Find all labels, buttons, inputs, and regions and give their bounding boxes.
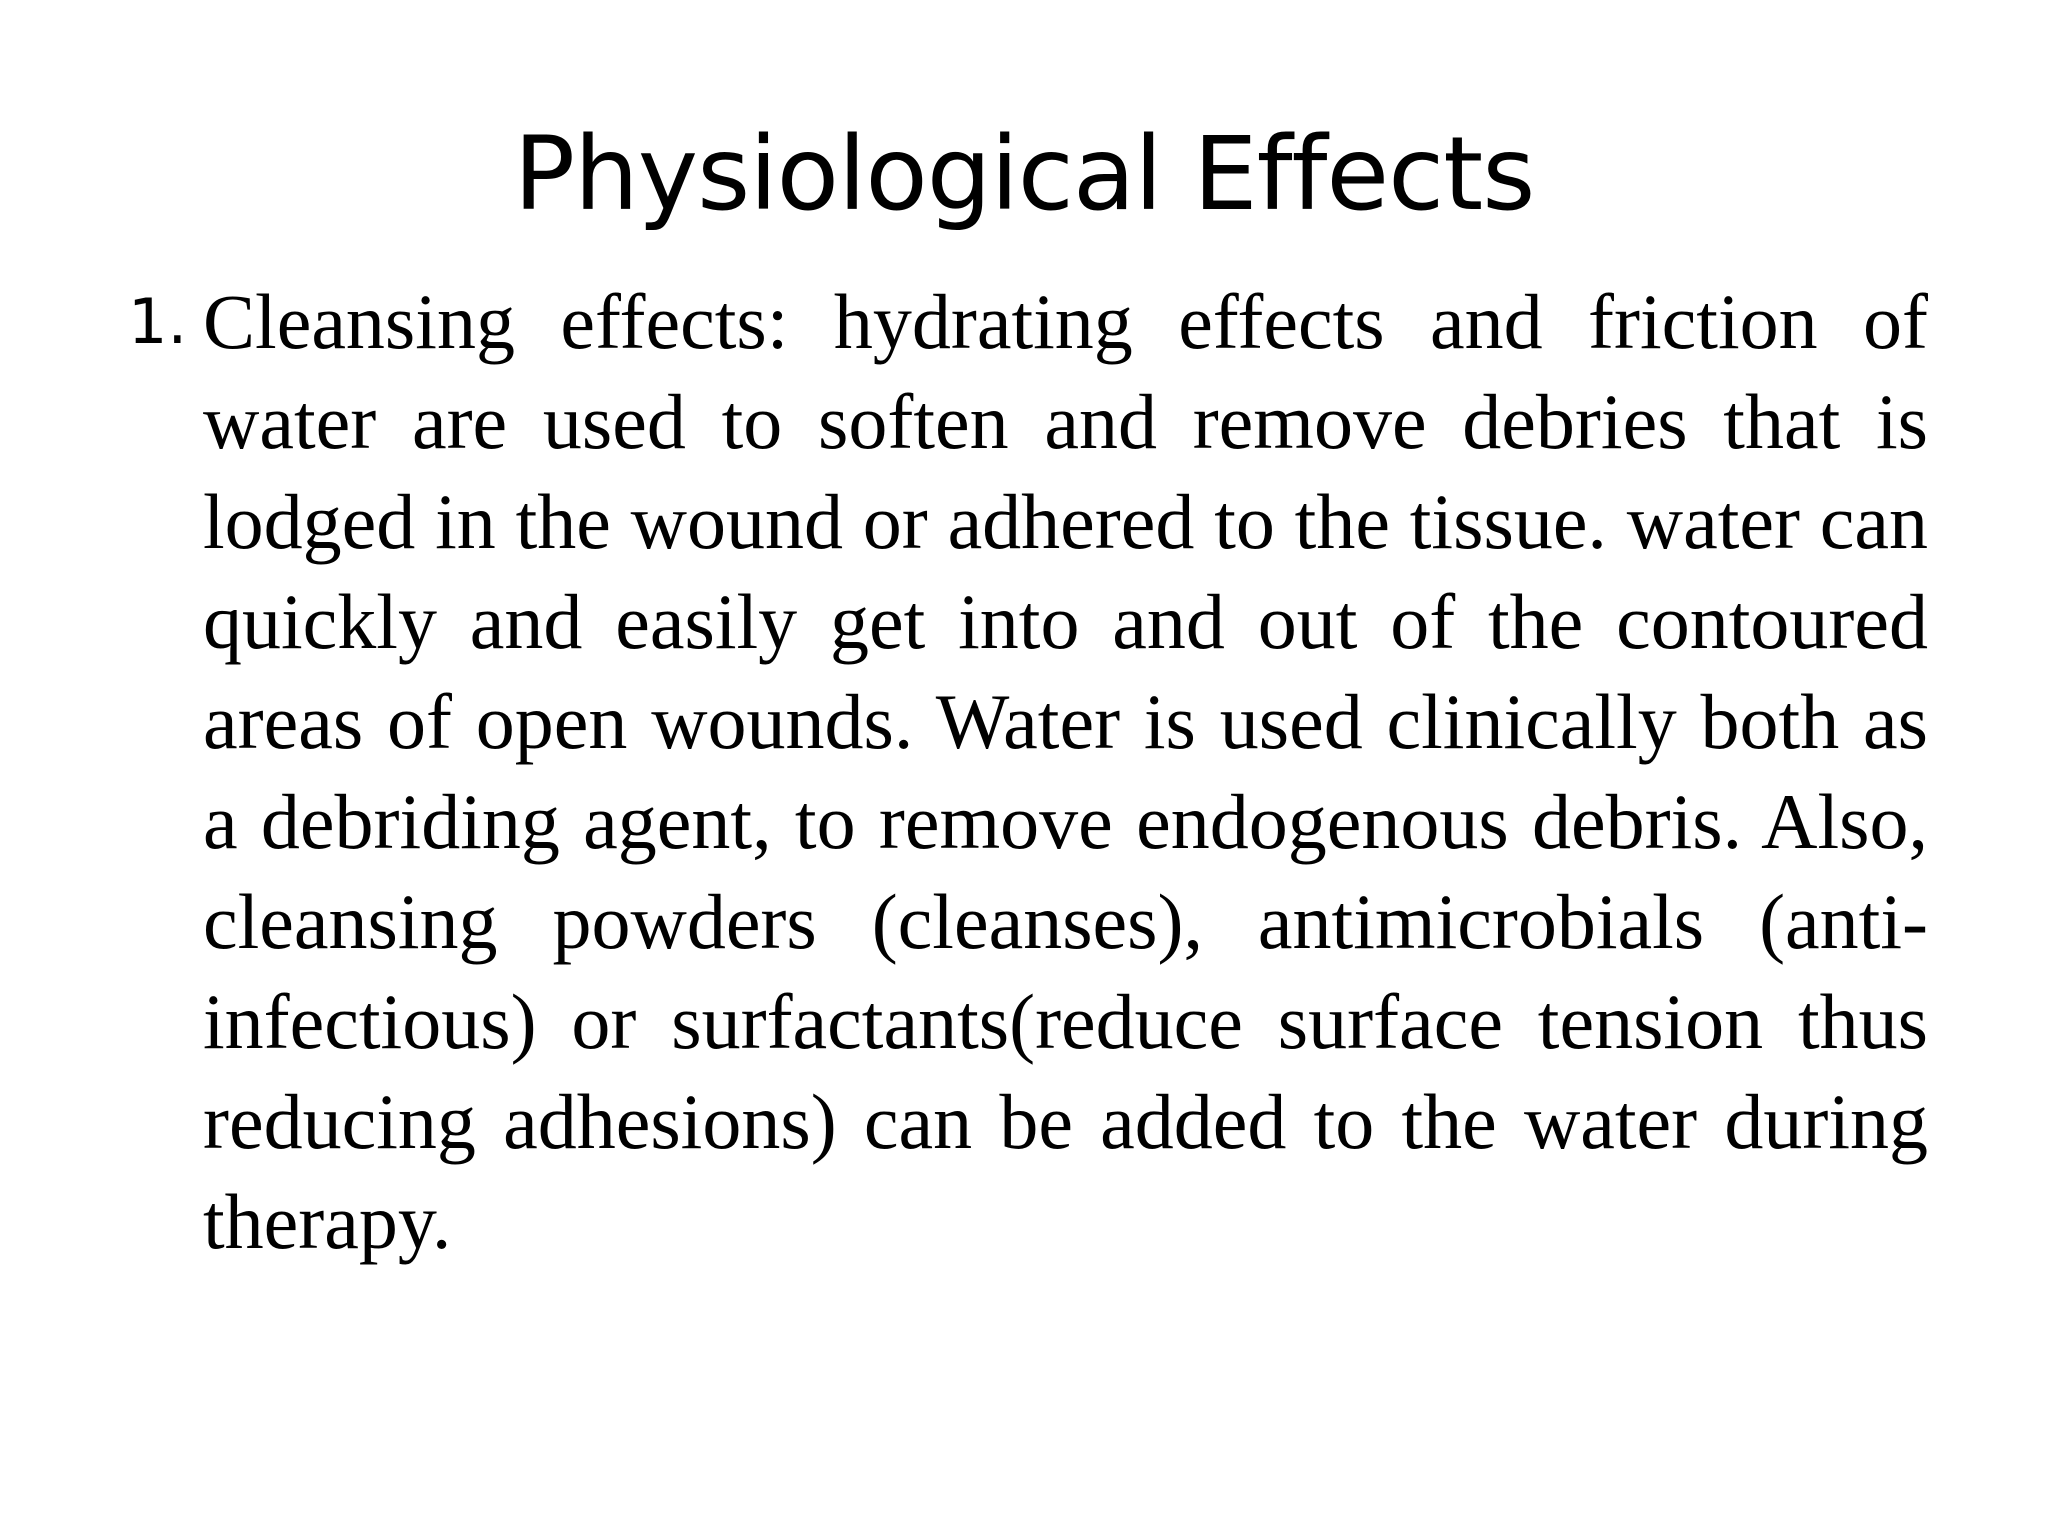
slide-title: Physiological Effects (513, 115, 1535, 234)
list-item (128, 272, 1928, 1272)
bullet-list (128, 272, 1928, 1272)
list-item-text: Cleansing effects: hydrating effects and friction of water are used to soften and remove debries that is lodged in the wound or adhered to the tissue. water can quickly and easily get into and out of the contoured areas of open wounds. Water is used clinically both as a debriding agent, to remove endogenous debris. Also, cleansing powders (cleanses), antimicrobials (anti-infectious) or surfactants(reduce surface tension thus reducing adhesions) can be added to the water during therapy. (203, 278, 1928, 1265)
list-number: 1. (128, 285, 188, 358)
